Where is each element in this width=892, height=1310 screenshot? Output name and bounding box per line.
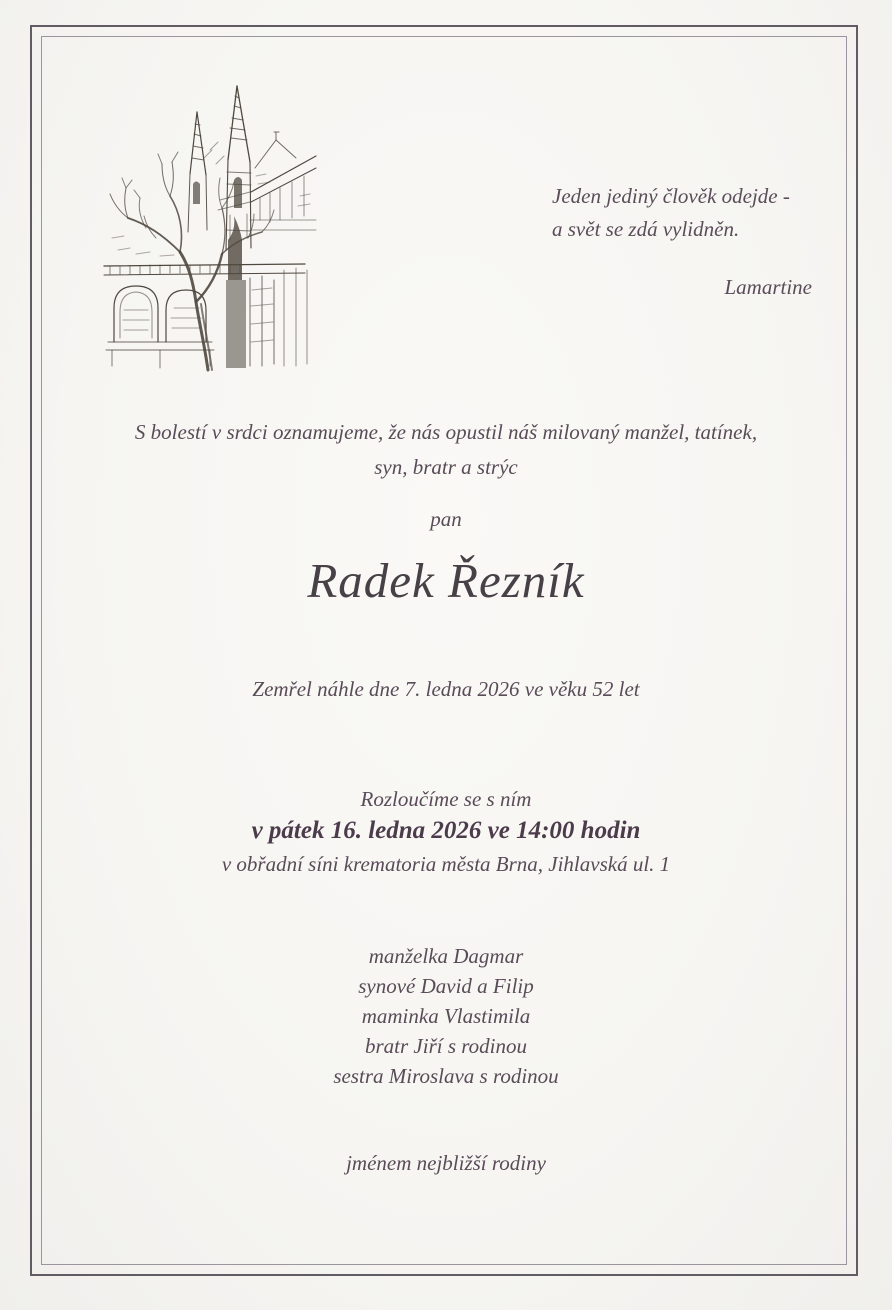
closing-line: jménem nejbližší rodiny [346,1151,546,1175]
quote-line-1: Jeden jediný člověk odejde - [552,184,790,208]
family-member: bratr Jiří s rodinou [365,1034,527,1058]
quote-line-2: a svět se zdá vylidněn. [552,217,740,241]
deceased-name: Radek Řezník [307,553,585,608]
salutation: pan [430,507,462,531]
family-member: manželka Dagmar [368,944,524,968]
announcement-text [42,415,850,485]
family-list [42,941,850,1091]
announcement-line-2: syn, bratr a strýc [374,455,518,479]
family-member: maminka Vlastimila [361,1004,531,1028]
death-date-line: Zemřel náhle dne 7. ledna 2026 ve věku 52 let [252,677,640,701]
farewell-datetime: v pátek 16. ledna 2026 ve 14:00 hodin [251,817,641,844]
farewell-venue: v obřadní síni krematoria města Brna, Jihlavská ul. 1 [221,852,671,876]
family-member: sestra Miroslava s rodinou [333,1064,559,1088]
quote-attribution: Lamartine [724,275,812,299]
cathedral-etching-icon [100,80,318,372]
quote-block [552,180,818,304]
family-member: synové David a Filip [358,974,534,998]
announcement-line-1: S bolestí v srdci oznamujeme, že nás opustil náš milovaný manžel, tatínek, [134,420,758,444]
farewell-intro: Rozloučíme se s ním [360,787,532,811]
farewell-block [42,784,850,879]
